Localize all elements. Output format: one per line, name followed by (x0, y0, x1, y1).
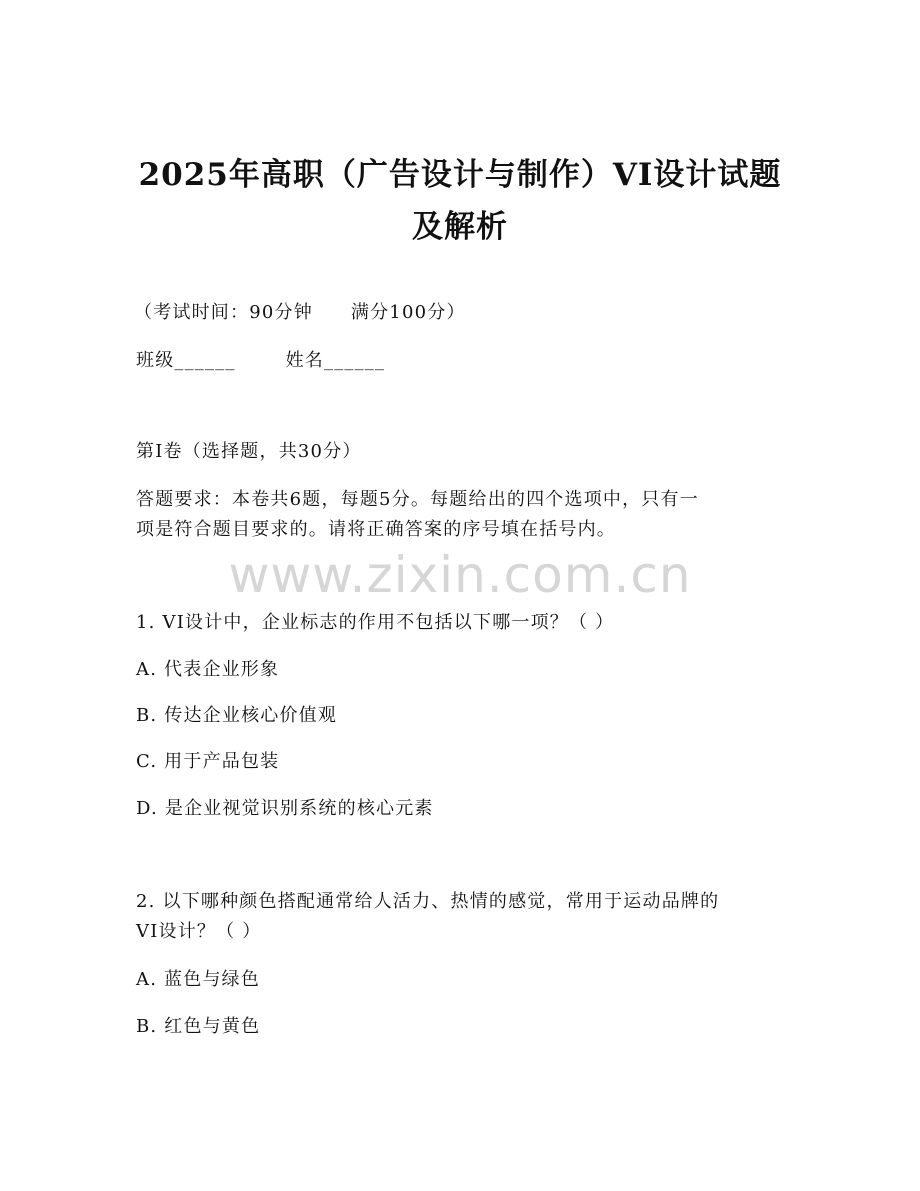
question-2-option-b: B. 红色与黄色 (136, 1016, 261, 1037)
question-1-stem: 1. VI设计中，企业标志的作用不包括以下哪一项？（ ） (136, 612, 615, 633)
question-1-option-d: D. 是企业视觉识别系统的核心元素 (136, 798, 434, 819)
class-field: 班级______ (136, 350, 236, 371)
question-2-stem-line1: 2. 以下哪种颜色搭配通常给人活力、热情的感觉，常用于运动品牌的 (136, 891, 720, 912)
question-1-option-a: A. 代表企业形象 (136, 659, 280, 680)
exam-info (134, 304, 466, 322)
section-instruction-line2: 项是符合题目要求的。请将正确答案的序号填在括号内。 (136, 519, 616, 540)
question-2-option-a: A. 蓝色与绿色 (136, 969, 261, 990)
exam-score: 满分100分） (350, 302, 466, 323)
name-field: 姓名______ (285, 350, 386, 371)
question-1-option-c: C. 用于产品包装 (136, 751, 280, 772)
student-info (136, 352, 385, 370)
document-title-line2: 及解析 (412, 209, 508, 245)
section-heading: 第I卷（选择题，共30分） (136, 441, 362, 462)
question-1-option-b: B. 传达企业核心价值观 (136, 705, 338, 726)
section-instruction-line1: 答题要求：本卷共6题，每题5分。每题给出的四个选项中，只有一 (136, 489, 699, 510)
exam-time: （考试时间：90分钟 (134, 302, 313, 323)
watermark: www.zixin.com.cn (228, 546, 692, 604)
question-2-stem-line2: VI设计？（ ） (136, 921, 262, 942)
document-title-line1: 2025年高职（广告设计与制作）VI设计试题 (138, 157, 782, 193)
